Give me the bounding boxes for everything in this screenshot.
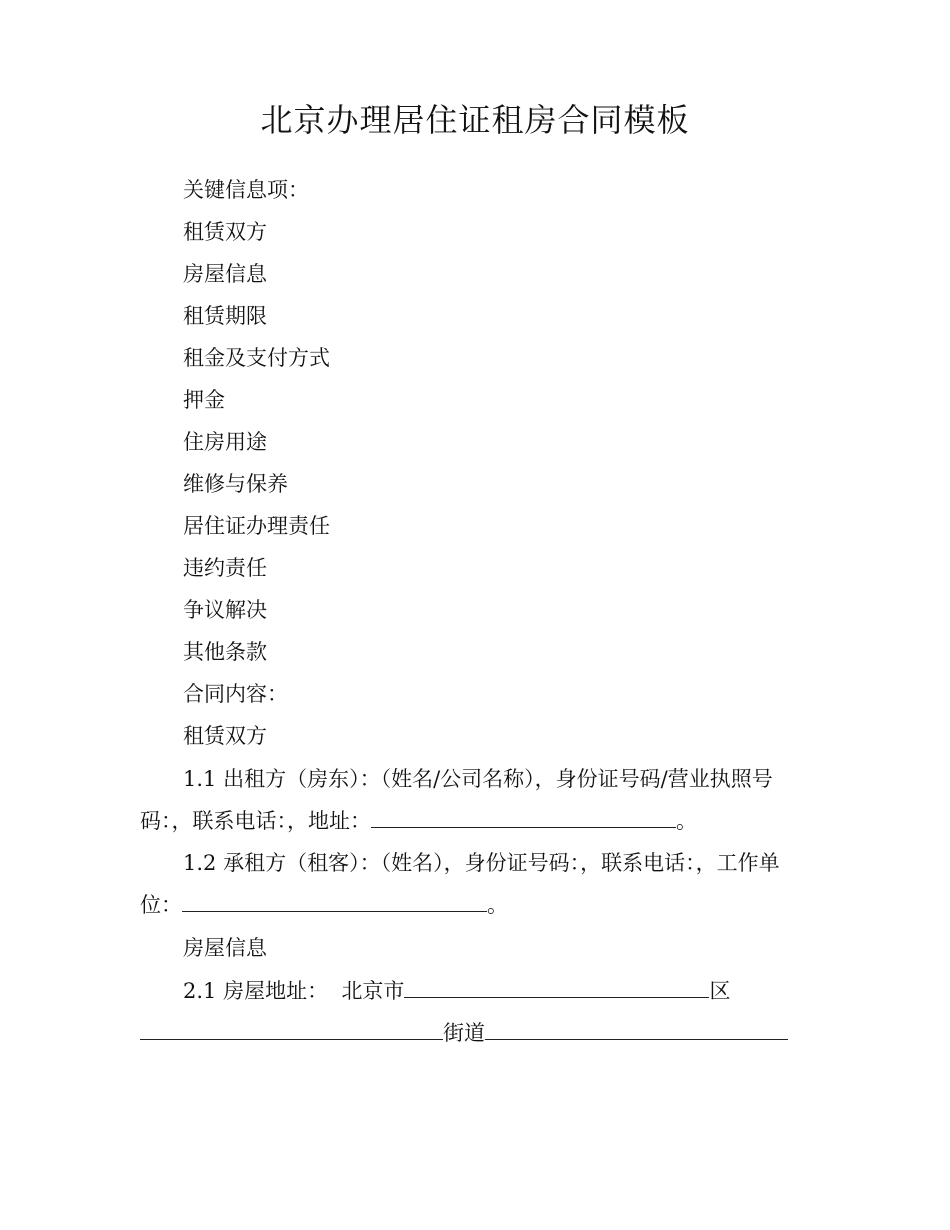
clause-2-1-label: 2.1 房屋地址： [183,979,329,1003]
street-suffix-blank[interactable] [485,1017,788,1040]
key-item-1: 租赁双方 [183,220,267,244]
district-blank[interactable] [404,975,709,998]
key-item-10: 争议解决 [183,598,267,622]
section-1-title: 租赁双方 [183,724,267,748]
key-item-6: 住房用途 [183,430,267,454]
key-item-4: 租金及支付方式 [183,346,330,370]
clause-1-1-text: 1.1 出租方（房东）：（姓名/公司名称），身份证号码/营业执照号码：，联系电话：，地址： [140,767,773,833]
employer-blank[interactable] [182,889,487,912]
key-item-2: 房屋信息 [183,262,267,286]
section-2-title: 房屋信息 [183,936,267,960]
clause-2-1-city: 北京市 [341,979,405,1003]
clause-1-2-text: 1.2 承租方（租客）：（姓名），身份证号码：，联系电话：，工作单位： [140,851,780,917]
key-item-7: 维修与保养 [183,472,288,496]
clause-2-1-street: 街道 [443,1021,485,1045]
key-item-5: 押金 [183,388,225,412]
clause-1-2-end: 。 [487,893,508,917]
key-item-3: 租赁期限 [183,304,267,328]
clause-1-1 [140,758,795,842]
key-items-heading: 关键信息项： [183,178,309,202]
clause-1-1-end: 。 [676,809,697,833]
contract-heading: 合同内容： [183,682,288,706]
key-item-11: 其他条款 [183,640,267,664]
clause-2-1 [140,970,795,1054]
clause-1-2 [140,842,795,926]
key-item-9: 违约责任 [183,556,267,580]
clause-2-1-district: 区 [709,979,731,1003]
address-blank[interactable] [371,805,676,828]
document-title: 北京办理居住证租房合同模板 [260,101,690,139]
street-prefix-blank[interactable] [140,1017,443,1040]
key-item-8: 居住证办理责任 [183,514,330,538]
